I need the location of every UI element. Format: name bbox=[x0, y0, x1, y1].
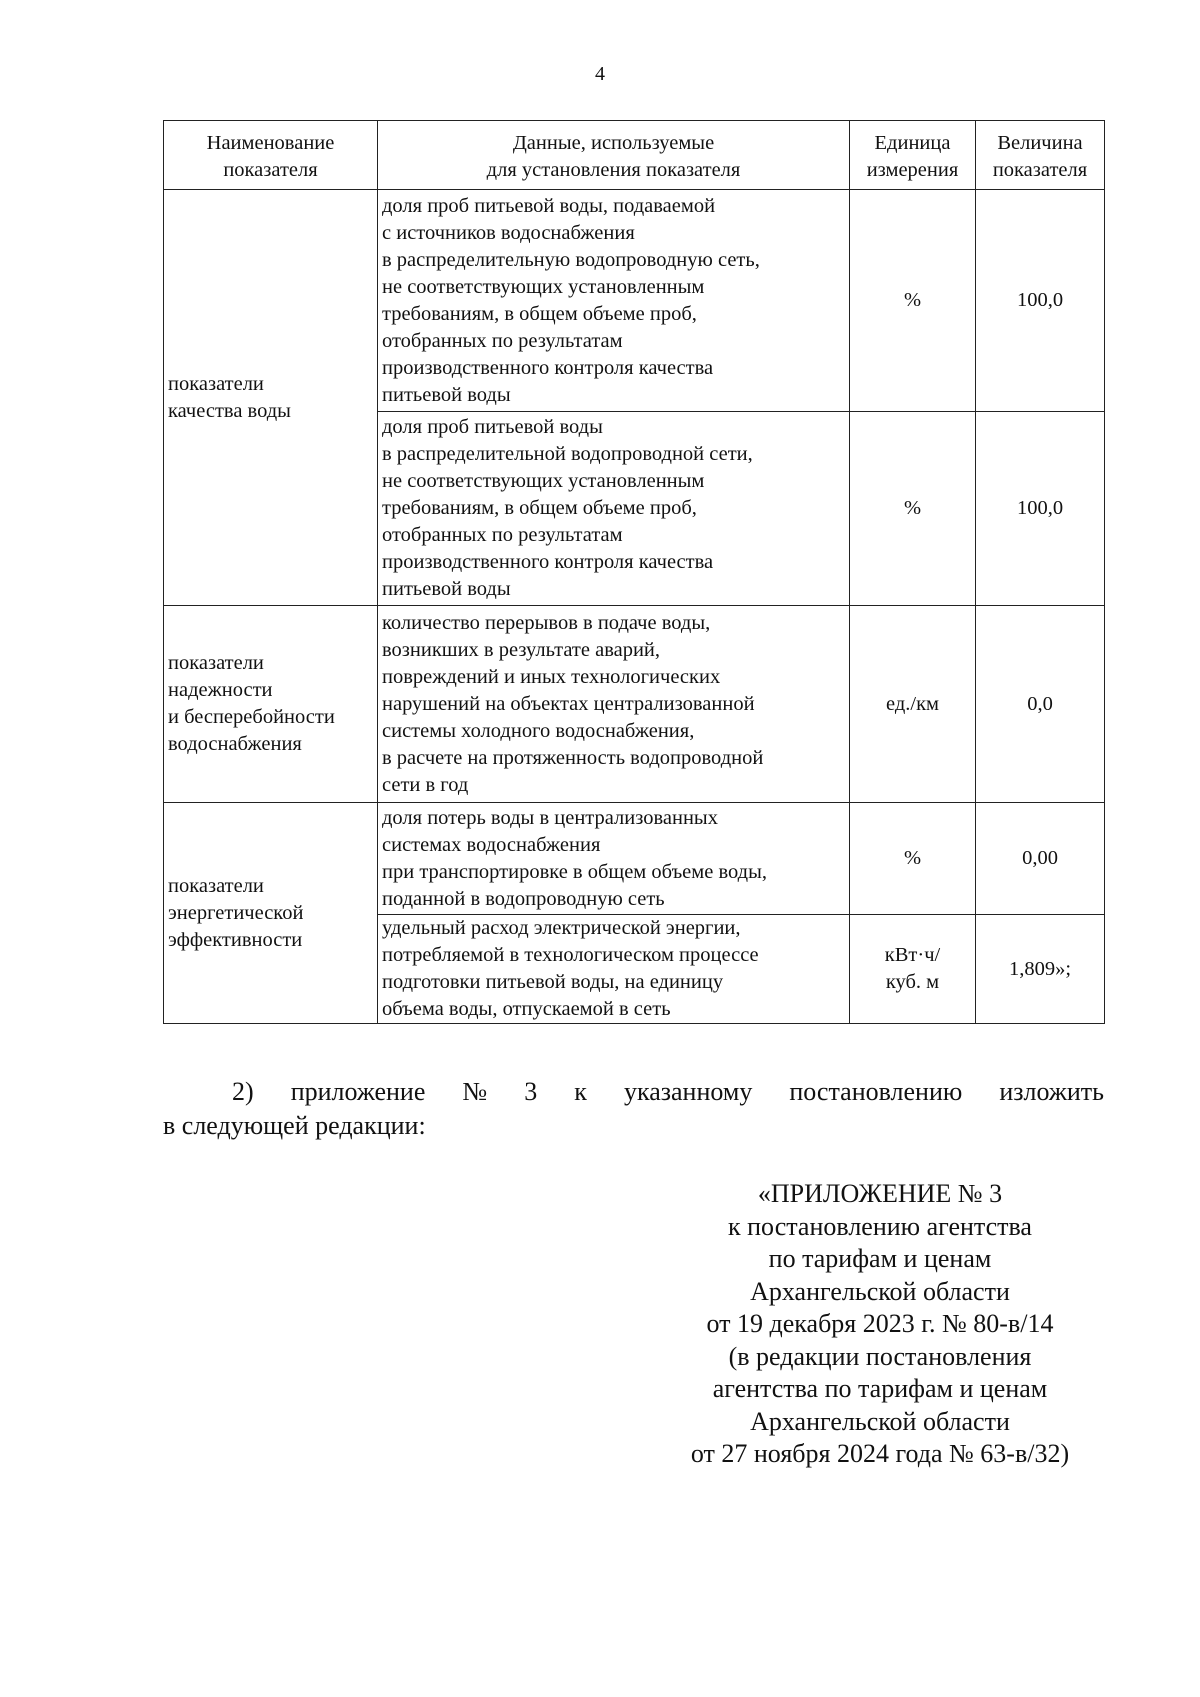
row-value: 100,0 bbox=[976, 190, 1105, 412]
row-value: 0,0 bbox=[976, 606, 1105, 803]
item-word: № bbox=[462, 1077, 488, 1106]
row-data-text: доля потерь воды в централизованных системах водоснабжения при транспортировке в общем объеме воды, поданной в водопроводную сеть bbox=[378, 803, 850, 915]
item-word: указанному bbox=[623, 1077, 753, 1106]
appendix-line: к постановлению агентства bbox=[728, 1211, 1032, 1241]
appendix-line: по тарифам и ценам bbox=[768, 1244, 992, 1273]
item-word: постановлению bbox=[789, 1077, 963, 1106]
row-data-text: доля проб питьевой воды в распределительной водопроводной сети, не соответствующих установленным требованиям, в общем объеме проб, отобранных по результатам производственного контроля качества питьевой воды bbox=[378, 412, 850, 606]
item-word: приложение bbox=[290, 1077, 426, 1106]
appendix-line: (в редакции постановления bbox=[728, 1341, 1032, 1371]
row-data-text: доля проб питьевой воды, подаваемой с источников водоснабжения в распределительную водопроводную сеть, не соответствующих установленным требованиям, в общем объеме проб, отобранных по результатам производственного контроля качества питьевой воды bbox=[378, 190, 850, 412]
item-word: 3 bbox=[524, 1077, 538, 1106]
row-data-text: количество перерывов в подаче воды, возникших в результате аварий, повреждений и иных технологических нарушений на объектах централизованной системы холодного водоснабжения, в расчете на протяженность водопроводной сети в год bbox=[378, 606, 850, 803]
appendix-line: Архангельской области bbox=[750, 1276, 1010, 1306]
header-indicator-name: Наименование показателя bbox=[164, 121, 378, 190]
group-efficiency: показатели энергетической эффективности bbox=[164, 803, 378, 1024]
item-2-paragraph bbox=[163, 1075, 1104, 1143]
group-quality: показатели качества воды bbox=[164, 190, 378, 606]
appendix-title: «ПРИЛОЖЕНИЕ № 3 bbox=[757, 1179, 1003, 1208]
page-number: 4 bbox=[595, 63, 605, 85]
row-unit: % bbox=[850, 190, 976, 412]
row-unit: кВт·ч/ куб. м bbox=[850, 915, 976, 1024]
row-value: 100,0 bbox=[976, 412, 1105, 606]
row-unit: ед./км bbox=[850, 606, 976, 803]
row-unit: % bbox=[850, 412, 976, 606]
table-row bbox=[164, 803, 1105, 915]
indicators-table bbox=[163, 120, 1105, 1024]
table-header-row bbox=[164, 121, 1105, 190]
group-reliability: показатели надежности и бесперебойности водоснабжения bbox=[164, 606, 378, 803]
appendix-line: агентства по тарифам и ценам bbox=[712, 1374, 1048, 1403]
table-row bbox=[164, 190, 1105, 412]
row-data-text: удельный расход электрической энергии, потребляемой в технологическом процессе подготовки питьевой воды, на единицу объема воды, отпускаемой в сеть bbox=[378, 915, 850, 1024]
item-word: к bbox=[574, 1077, 587, 1106]
header-value: Величина показателя bbox=[976, 121, 1105, 190]
appendix-line: Архангельской области bbox=[750, 1406, 1010, 1436]
table-row bbox=[164, 606, 1105, 803]
item-2-second-line: в следующей редакции: bbox=[163, 1111, 426, 1140]
row-value: 1,809»; bbox=[976, 915, 1105, 1024]
item-number: 2) bbox=[232, 1077, 254, 1106]
appendix-heading-block bbox=[660, 1178, 1100, 1471]
appendix-line: от 19 декабря 2023 г. № 80-в/14 bbox=[706, 1309, 1054, 1338]
item-2-first-line bbox=[163, 1075, 1104, 1109]
item-word: изложить bbox=[999, 1077, 1104, 1106]
appendix-line: от 27 ноября 2024 года № 63-в/32) bbox=[690, 1439, 1070, 1468]
row-unit: % bbox=[850, 803, 976, 915]
row-value: 0,00 bbox=[976, 803, 1105, 915]
header-data-used: Данные, используемые для установления показателя bbox=[378, 121, 850, 190]
header-unit: Единица измерения bbox=[850, 121, 976, 190]
